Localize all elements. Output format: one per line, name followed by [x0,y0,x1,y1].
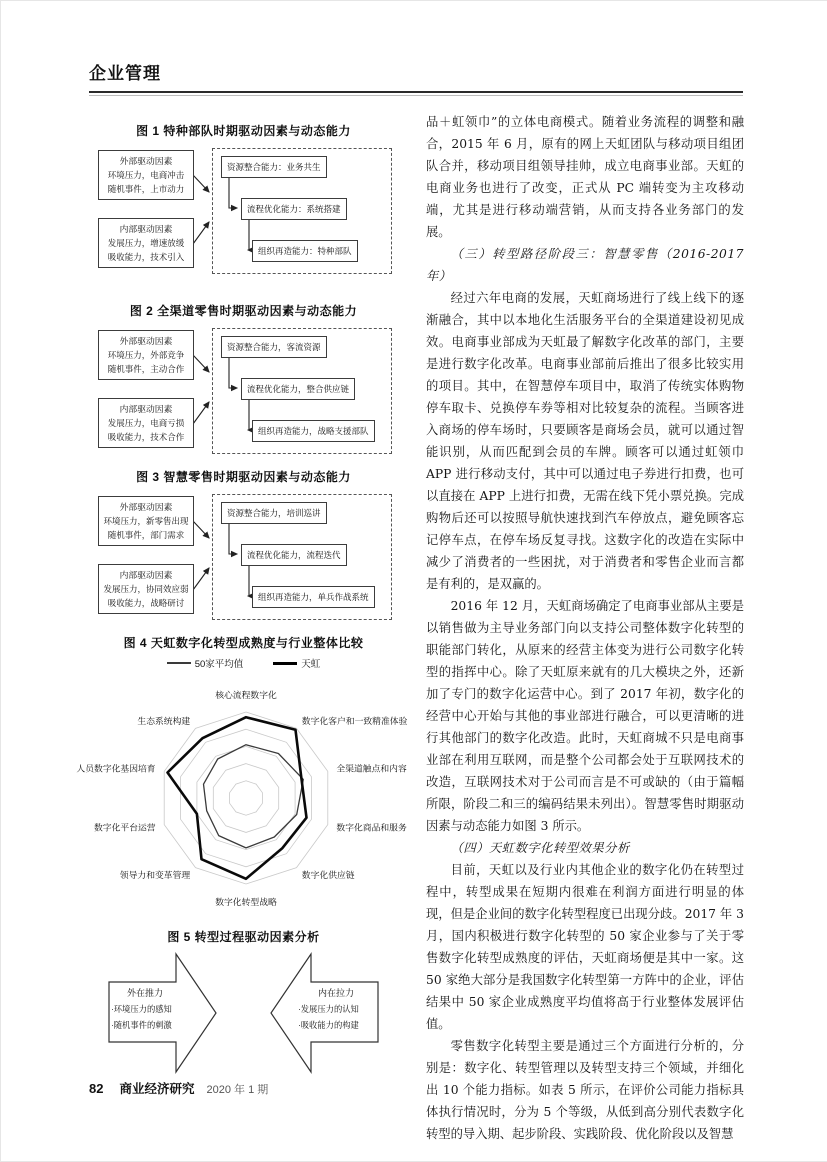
paragraph: 目前，天虹以及行业内其他企业的数字化仍在转型过程中，转型成果在短期内很难在利润方面进行明显的体现，但是企业间的数字化转型程度已出现分歧。2017 年 3 月，国内积极进行数字化转型的 50 家企业参与了关于零售数字化转型成熟度的评估，天虹商场便是其中一家。这 50 家绝大部分是我国数字化转型第一方阵中的企业，评估结果中 50 家企业成熟度平均值将高于行业整体发展评估值。 [426,863,744,1031]
legend-label: 50家平均值 [194,659,244,670]
svg-text:数字化转型战略: 数字化转型战略 [215,897,277,907]
figure2-diagram [94,324,394,454]
pull-bullet: ·吸收能力的构建 [298,1020,359,1030]
figure1-caption: 图 1 特种部队时期驱动因素与动态能力 [136,124,351,138]
external-drivers-box [98,496,194,546]
radar-legend [86,656,401,670]
paragraph: 零售数字化转型主要是通过三个方面进行分析的，分别是：数字化、转型管理以及转型支持三个领域，并细化出 10 个能力指标。如表 5 所示，在评价公司能力指标具体执行情况时，分为 5 个等级，从低到高分别代表数字化转型的导入期、起步阶段、实践阶段、优化阶段以及智慧 [426,1039,744,1141]
capability-box: 资源整合能力，客流资源 [221,336,327,358]
capability-box: 组织再造能力，战略支援部队 [252,420,375,442]
push-bullet: ·随机事件的刺激 [111,1020,172,1030]
box-line: 发展压力，增速放缓 [107,238,185,248]
box-title: 内部驱动因素 [119,224,173,234]
pull-bullet: ·发展压力的认知 [298,1004,359,1014]
svg-text:数字化供应链: 数字化供应链 [301,869,355,880]
body-text-column [426,111,744,1145]
box-line: 吸收能力，战略研讨 [107,598,185,608]
figure3-caption: 图 3 智慧零售时期驱动因素与动态能力 [136,470,351,484]
svg-text:数字化平台运营: 数字化平台运营 [94,822,156,833]
figure1-diagram [94,144,394,274]
box-title: 外部驱动因素 [119,502,173,512]
average-line-swatch [167,662,191,664]
capability-box: 流程优化能力：系统搭建 [241,198,347,220]
radar-chart [76,672,408,924]
legend-item-average [167,656,244,670]
section-heading: （三）转型路径阶段三：智慧零售（2016-2017 年） [426,247,744,283]
box-line: 环境压力，外部竞争 [107,350,185,360]
pull-arrow-text [298,985,374,1033]
svg-text:核心流程数字化: 核心流程数字化 [215,690,277,700]
capability-box: 流程优化能力，整合供应链 [241,378,355,400]
box-line: 随机事件，主动合作 [107,364,185,374]
box-title: 内部驱动因素 [119,404,173,414]
box-line: 吸收能力，技术引入 [107,252,185,262]
internal-drivers-box [98,398,194,448]
capability-box: 组织再造能力，单兵作战系统 [252,586,375,608]
paragraph: 经过六年电商的发展，天虹商场进行了线上线下的逐渐融合，其中以本地化生活服务平台的全渠道建设初见成效。电商事业部成为天虹最了解数字化改革的部门，主要是进行数字化改革。电商事业部前后推出了很多比较实用的项目。其中，在智慧停车项目中，取消了传统实体购物停车取卡、兑换停车券等相对比较复杂的流程。当顾客进入商场的停车场时，只要顾客是商场会员，就可以通过智能识别，从而匹配到会员的车牌。顾客可以通过虹领巾 APP 进行移动支付，其中可以通过电子券进行扣费，也可以直接在 APP 上进行扣费，无需在线下凭小票兑换。完成购物后还可以按照导航快速找到汽车停放点，避免顾客忘记停车点，在停车场反复寻找。这数字化的改造在实际中减少了消费者的一些困扰，对于消费者和零售企业而言都是有利的，是双赢的。 [426,291,744,591]
box-line: 随机事件，部门需求 [107,530,185,540]
page-number: 82 [89,1081,104,1096]
svg-text:数字化商品和服务: 数字化商品和服务 [336,822,407,833]
capability-box: 组织再造能力：特种部队 [252,240,358,262]
external-drivers-box [98,330,194,380]
header-rule [89,91,743,93]
box-title: 外部驱动因素 [119,336,173,346]
paragraph: 2016 年 12 月，天虹商场确定了电商事业部从主要是以销售做为主导业务部门向以支持公司整体数字化转型的职能部门转化，从原来的经营主体变为进行公司数字化转型的指挥中心。除了天虹原来就有的几大模块之外，还新加了专门的数字化运营中心。到了 2017 年初，数字化的经营中心开始与其他的事业部进行融合，可以更清晰的进行其他部门的数字化改造。此时，天虹商城不只是电商事业部在利用互联网，而是整个公司都会处于互联网技术的改造，互联网技术对于公司而言是不可或缺的（由于篇幅所限，阶段二和三的编码结果未列出）。智慧零售时期驱动因素与动态能力如图 3 所示。 [426,599,744,833]
box-line: 吸收能力，技术合作 [107,432,185,442]
figure5-caption: 图 5 转型过程驱动因素分析 [167,930,320,944]
push-title: 外在推力 [126,988,163,998]
issue-label: 2020 年 1 期 [206,1084,269,1096]
figure4-caption: 图 4 天虹数字化转型成熟度与行业整体比较 [123,636,364,650]
legend-label: 天虹 [301,659,321,670]
svg-text:全渠道触点和内容: 全渠道触点和内容 [336,763,407,774]
box-title: 内部驱动因素 [119,570,173,580]
svg-text:人员数字化基因培育: 人员数字化基因培育 [76,763,156,774]
push-arrow-text [111,985,179,1033]
push-bullet: ·环境压力的感知 [111,1004,172,1014]
paragraph: 品＋虹领巾”的立体电商模式。随着业务流程的调整和融合，2015 年 6 月，原有的网上天虹团队与移动项目组团队合并，移动项目组领导挂帅，成立电商事业部。天虹的电商业务也进行了改变，正式从 PC 端转变为主攻移动端，尤其是进行移动端营销，从而支持各业务部门的发展。 [426,115,744,239]
pull-title: 内在拉力 [317,988,354,998]
box-line: 随机事件，上市动力 [107,184,185,194]
section-heading: （四）天虹数字化转型效果分析 [450,841,630,855]
internal-drivers-box [98,564,194,614]
figure2-caption: 图 2 全渠道零售时期驱动因素与动态能力 [129,304,358,318]
box-line: 发展压力，电商亏损 [107,418,185,428]
box-line: 环境压力，电商冲击 [107,170,185,180]
journal-name: 商业经济研究 [119,1082,195,1096]
figure3-diagram [94,490,394,620]
capability-box: 资源整合能力，培训巡讲 [221,502,327,524]
figure5-diagram [86,950,401,1076]
legend-item-tianhong [273,656,320,670]
tianhong-line-swatch [273,662,297,665]
box-line: 发展压力，协同效应弱 [103,584,189,594]
capability-box: 资源整合能力：业务共生 [221,156,327,178]
figures-column [76,116,408,1126]
svg-text:数字化客户和一致精准体验: 数字化客户和一致精准体验 [301,716,408,727]
section-header: 企业管理 [89,64,161,83]
svg-text:生态系统构建: 生态系统构建 [137,716,191,727]
internal-drivers-box [98,218,194,268]
external-drivers-box [98,150,194,200]
page-footer [89,1079,268,1097]
box-line: 环境压力，新零售出现 [103,516,189,526]
svg-text:领导力和变革管理: 领导力和变革管理 [119,869,191,880]
box-title: 外部驱动因素 [119,156,173,166]
capability-box: 流程优化能力，流程迭代 [241,544,347,566]
